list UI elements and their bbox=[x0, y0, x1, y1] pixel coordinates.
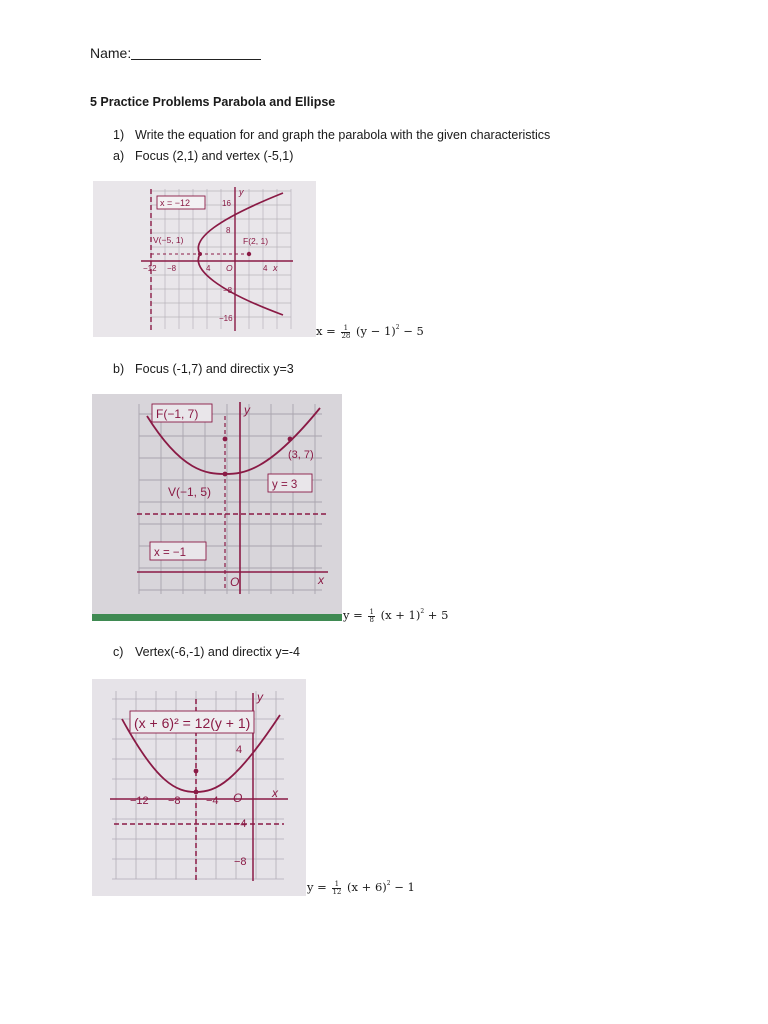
part-a-tick-label: 8 bbox=[226, 226, 231, 235]
part-a-tick-label: 4 bbox=[263, 264, 268, 273]
part-a-origin-label: O bbox=[226, 263, 233, 273]
worksheet-title: 5 Practice Problems Parabola and Ellipse bbox=[90, 95, 336, 109]
part-c-origin-label: O bbox=[233, 791, 243, 805]
name-field bbox=[90, 45, 261, 61]
question-number: 1) bbox=[113, 128, 125, 142]
part-b-focus-label: F(−1, 7) bbox=[156, 407, 199, 421]
part-a-graph-photo bbox=[93, 181, 316, 337]
part-c-tick-label: −12 bbox=[130, 795, 149, 807]
name-label: Name: bbox=[90, 45, 132, 61]
part-c-text: Vertex(-6,-1) and directix y=-4 bbox=[135, 645, 300, 659]
part-a-tick-label: −8 bbox=[223, 286, 233, 295]
part-c-graph-photo bbox=[92, 679, 306, 896]
name-blank-line bbox=[131, 45, 261, 60]
part-a-tick-label: −16 bbox=[219, 314, 233, 323]
part-a-tick-label: −12 bbox=[143, 264, 157, 273]
part-b-point-label: (3, 7) bbox=[288, 449, 314, 461]
part-a-prompt bbox=[113, 149, 293, 163]
part-c-tick-label: −8 bbox=[234, 856, 247, 868]
part-b-letter: b) bbox=[113, 362, 125, 376]
part-a-y-axis-label: y bbox=[239, 187, 244, 197]
part-b-axis-label: x = −1 bbox=[154, 547, 186, 559]
part-c-tick-label: −8 bbox=[168, 795, 181, 807]
question-text: Write the equation for and graph the parabola with the given characteristics bbox=[135, 128, 551, 142]
part-a-tick-label: 4 bbox=[206, 264, 211, 273]
part-b-origin-label: O bbox=[230, 575, 240, 589]
part-c-prompt bbox=[113, 645, 300, 659]
fraction: $\frac{1}{8}$ bbox=[369, 607, 374, 624]
part-b-x-axis-label: x bbox=[318, 573, 324, 587]
part-b-answer: y = $\frac{1}{8}$ $(x + 1)^2 + 5$ bbox=[343, 607, 449, 624]
part-b-prompt bbox=[113, 362, 294, 376]
part-a-tick-label: 16 bbox=[222, 199, 231, 208]
part-c-letter: c) bbox=[113, 645, 124, 659]
part-c-graph bbox=[92, 679, 306, 896]
part-c-tick-label: 4 bbox=[236, 744, 243, 756]
part-a-answer: x = $\frac{1}{28}$ $(y - 1)^2 - 5$ bbox=[316, 323, 424, 340]
part-a-tick-label: −8 bbox=[167, 264, 177, 273]
part-b-text: Focus (-1,7) and directix y=3 bbox=[135, 362, 294, 376]
part-b-directrix-label: y = 3 bbox=[272, 479, 298, 491]
part-c-x-axis-label: x bbox=[272, 786, 278, 800]
fraction: $\frac{1}{28}$ bbox=[341, 323, 351, 340]
part-a-letter: a) bbox=[113, 149, 125, 163]
fraction: $\frac{1}{12}$ bbox=[332, 879, 342, 896]
part-c-equation-label: (x + 6)² = 12(y + 1) bbox=[134, 715, 251, 731]
part-c-tick-label: −4 bbox=[206, 795, 219, 807]
part-a-graph bbox=[93, 181, 316, 337]
part-b-graph bbox=[92, 394, 342, 621]
part-a-x-axis-label: x bbox=[273, 263, 278, 273]
part-a-directrix-label: x = −12 bbox=[160, 198, 191, 208]
question-1 bbox=[113, 128, 550, 142]
part-c-tick-label: −4 bbox=[234, 818, 247, 830]
part-b-y-axis-label: y bbox=[244, 403, 250, 417]
part-c-answer: y = $\frac{1}{12}$ $(x + 6)^2 - 1$ bbox=[307, 879, 415, 896]
part-c-y-axis-label: y bbox=[257, 690, 263, 704]
part-b-vertex-label: V(−1, 5) bbox=[168, 485, 212, 499]
part-a-focus-label: F(2, 1) bbox=[243, 236, 269, 246]
part-b-graph-photo bbox=[92, 394, 342, 621]
part-a-vertex-label: V(−5, 1) bbox=[153, 235, 184, 245]
part-a-text: Focus (2,1) and vertex (-5,1) bbox=[135, 149, 294, 163]
